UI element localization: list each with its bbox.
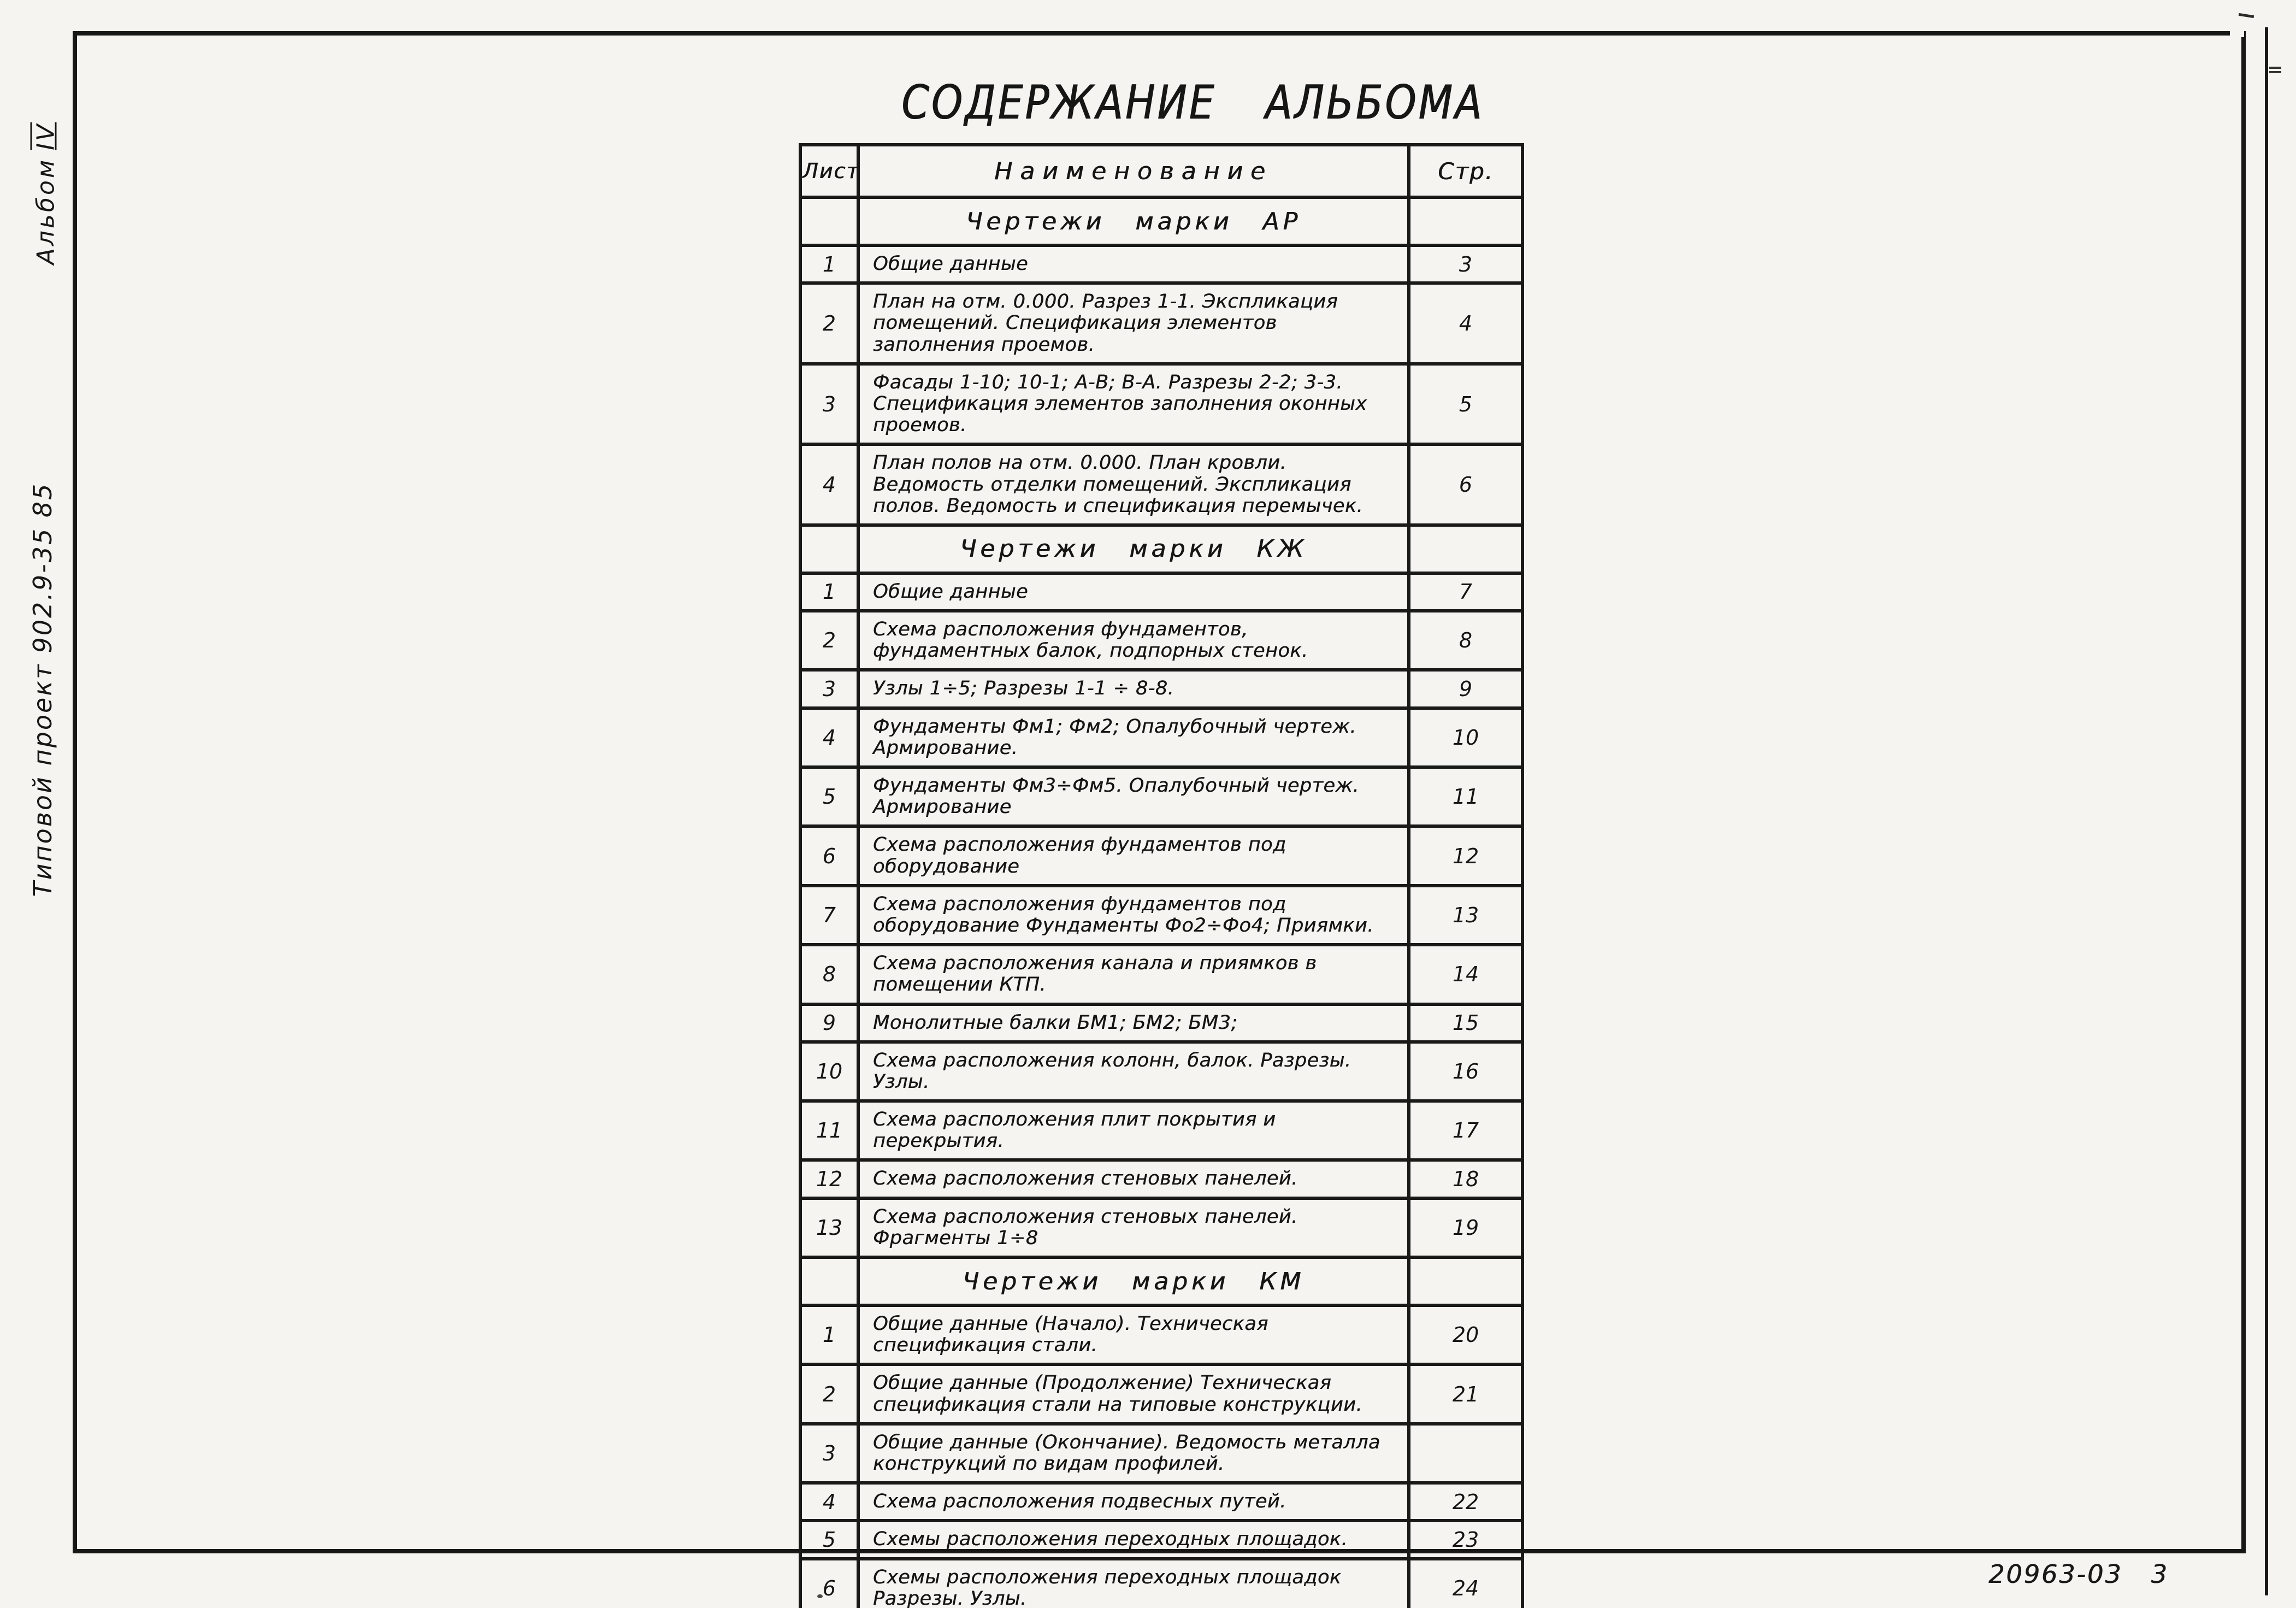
scan-artifact-tick (2269, 67, 2281, 73)
page-cell-empty (1409, 525, 1522, 573)
table-row (800, 1559, 1522, 1608)
page-number-cell: 17 (1409, 1101, 1522, 1160)
name-cell: Схема расположения стеновых панелей. Фрагменты 1÷8 (858, 1198, 1409, 1257)
name-cell: Общие данные (Продолжение) Техническая спецификация стали на типовые конструкции. (858, 1364, 1409, 1423)
sheet-number-cell: 1 (800, 1305, 858, 1364)
table-row (800, 573, 1522, 611)
page-number-cell: 20 (1409, 1305, 1522, 1364)
album-margin-label (32, 120, 60, 264)
table-row (800, 670, 1522, 708)
table-row (800, 1160, 1522, 1198)
page-number-cell: 12 (1409, 826, 1522, 885)
name-cell: Схема расположения фундаментов под оборудование Фундаменты Фо2÷Фо4; Приямки. (858, 886, 1409, 945)
page-number-cell: 15 (1409, 1004, 1522, 1042)
table-row (800, 708, 1522, 767)
name-cell: Узлы 1÷5; Разрезы 1-1 ÷ 8-8. (858, 670, 1409, 708)
page-title: СОДЕРЖАНИЕ АЛЬБОМА (901, 75, 1484, 130)
page-number-cell: 21 (1409, 1364, 1522, 1423)
sheet-number-cell: 5 (800, 1521, 858, 1558)
sheet-number-cell: 1 (800, 573, 858, 611)
sheet-cell-empty (800, 197, 858, 245)
table-header-row (800, 145, 1522, 197)
table-row (800, 945, 1522, 1004)
sheet-number-cell: 4 (800, 444, 858, 525)
column-header-page: Стр. (1409, 145, 1522, 197)
table-row (800, 1101, 1522, 1160)
name-cell: Схема расположения подвесных путей. (858, 1483, 1409, 1521)
table-row (800, 364, 1522, 445)
page-number-cell: 18 (1409, 1160, 1522, 1198)
sheet-number-cell: 3 (800, 1424, 858, 1483)
sheet-number-cell: 4 (800, 708, 858, 767)
sheet-number-cell: 9 (800, 1004, 858, 1042)
scan-artifact-tick (2239, 13, 2254, 18)
sheet-number-cell: 1 (800, 245, 858, 283)
sheet-number-cell: 12 (800, 1160, 858, 1198)
table-row (800, 1424, 1522, 1483)
page-number-cell: 22 (1409, 1483, 1522, 1521)
sheet-number-cell: 13 (800, 1198, 858, 1257)
name-cell: Общие данные (858, 573, 1409, 611)
page-number-cell: 13 (1409, 886, 1522, 945)
page-number-cell: 16 (1409, 1042, 1522, 1101)
sheet-number-cell: 4 (800, 1483, 858, 1521)
section-title: Чертежи марки КЖ (858, 525, 1409, 573)
page-number-cell: 11 (1409, 767, 1522, 826)
page-number-cell (1409, 1424, 1522, 1483)
name-cell: План полов на отм. 0.000. План кровли. Ведомость отделки помещений. Экспликация полов. Ведомость и спецификация перемычек. (858, 444, 1409, 525)
name-cell: Фасады 1-10; 10-1; А-В; В-А. Разрезы 2-2; 3-3. Спецификация элементов заполнения оконных проемов. (858, 364, 1409, 445)
sheet-number-cell: 7 (800, 886, 858, 945)
section-header-row (800, 1257, 1522, 1305)
name-cell: Схема расположения колонн, балок. Разрезы. Узлы. (858, 1042, 1409, 1101)
sheet-number-cell: 6 (800, 1559, 858, 1608)
name-cell: Общие данные (858, 245, 1409, 283)
page-number-cell: 23 (1409, 1521, 1522, 1558)
sheet-number-cell: 10 (800, 1042, 858, 1101)
document-code: 20963-03 (1988, 1559, 2123, 1589)
sheet-number-cell: 3 (800, 364, 858, 445)
page-number-cell: 5 (1409, 364, 1522, 445)
sheet-cell-empty (800, 525, 858, 573)
name-cell: Фундаменты Фм1; Фм2; Опалубочный чертеж. Армирование. (858, 708, 1409, 767)
sheet-cell-empty (800, 1257, 858, 1305)
section-header-row (800, 197, 1522, 245)
paper-edge-line (2265, 27, 2268, 1595)
name-cell: Схема расположения канала и приямков в помещении КТП. (858, 945, 1409, 1004)
section-title: Чертежи марки АР (858, 197, 1409, 245)
project-margin-label: Типовой проект 902.9-35 85 (28, 482, 57, 897)
page-number-cell: 10 (1409, 708, 1522, 767)
page-number-cell: 24 (1409, 1559, 1522, 1608)
sheet-number-cell: 2 (800, 1364, 858, 1423)
table-row (800, 444, 1522, 525)
scan-artifact-gap (2230, 28, 2244, 37)
table-row (800, 1483, 1522, 1521)
page-number-cell: 3 (1409, 245, 1522, 283)
contents-table (799, 143, 1524, 1608)
column-header-name: Наименование (858, 145, 1409, 197)
name-cell: Схема расположения фундаментов под оборудование (858, 826, 1409, 885)
page-number: 3 (2151, 1559, 2169, 1589)
page-number-cell: 19 (1409, 1198, 1522, 1257)
sheet-number-cell: 8 (800, 945, 858, 1004)
sheet-number-cell: 2 (800, 283, 858, 364)
table-row (800, 886, 1522, 945)
column-header-sheet: Лист (800, 145, 858, 197)
section-title: Чертежи марки КМ (858, 1257, 1409, 1305)
sheet-number-cell: 5 (800, 767, 858, 826)
name-cell: Схема расположения плит покрытия и перекрытия. (858, 1101, 1409, 1160)
table-row (800, 767, 1522, 826)
table-row (800, 1042, 1522, 1101)
page-cell-empty (1409, 197, 1522, 245)
table-row (800, 826, 1522, 885)
name-cell: План на отм. 0.000. Разрез 1-1. Экспликация помещений. Спецификация элементов заполнения проемов. (858, 283, 1409, 364)
sheet-number-cell: 2 (800, 611, 858, 670)
table-row (800, 611, 1522, 670)
sheet-number-cell: 3 (800, 670, 858, 708)
page-cell-empty (1409, 1257, 1522, 1305)
page-number-cell: 9 (1409, 670, 1522, 708)
table-row (800, 1198, 1522, 1257)
table-row (800, 1305, 1522, 1364)
name-cell: Схемы расположения переходных площадок Разрезы. Узлы. (858, 1559, 1409, 1608)
name-cell: Фундаменты Фм3÷Фм5. Опалубочный чертеж. Армирование (858, 767, 1409, 826)
section-header-row (800, 525, 1522, 573)
page-number-cell: 4 (1409, 283, 1522, 364)
table-row (800, 1004, 1522, 1042)
name-cell: Общие данные (Начало). Техническая спецификация стали. (858, 1305, 1409, 1364)
table-row (800, 1521, 1522, 1558)
name-cell: Схема расположения фундаментов, фундаментных балок, подпорных стенок. (858, 611, 1409, 670)
footer-stamp (1988, 1559, 2169, 1589)
table-row (800, 245, 1522, 283)
name-cell: Схемы расположения переходных площадок. (858, 1521, 1409, 1558)
sheet-number-cell: 11 (800, 1101, 858, 1160)
album-roman-numeral: IV (32, 122, 60, 150)
page-number-cell: 14 (1409, 945, 1522, 1004)
sheet-number-cell: 6 (800, 826, 858, 885)
name-cell: Монолитные балки БМ1; БМ2; БМ3; (858, 1004, 1409, 1042)
name-cell: Схема расположения стеновых панелей. (858, 1160, 1409, 1198)
name-cell: Общие данные (Окончание). Ведомость металла конструкций по видам профилей. (858, 1424, 1409, 1483)
page-number-cell: 6 (1409, 444, 1522, 525)
page-number-cell: 7 (1409, 573, 1522, 611)
table-row (800, 1364, 1522, 1423)
album-word: Альбом (32, 157, 60, 265)
table-row (800, 283, 1522, 364)
page-number-cell: 8 (1409, 611, 1522, 670)
